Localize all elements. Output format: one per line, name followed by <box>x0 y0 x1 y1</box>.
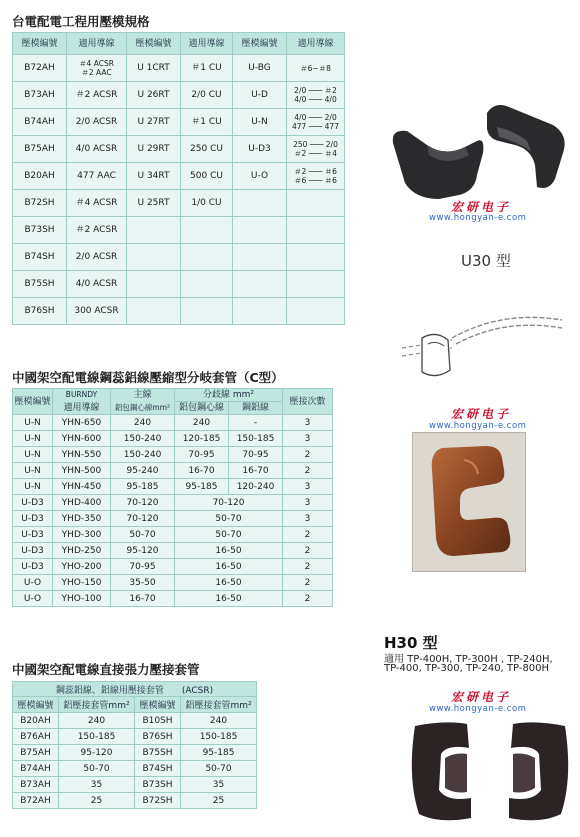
t1-cell: B72AH <box>13 55 67 82</box>
t3-cell: 35 <box>181 777 257 793</box>
t2-cell: 3 <box>283 431 333 447</box>
t2-cell: 16-50 <box>175 591 283 607</box>
t2-cell: 120-240 <box>229 479 283 495</box>
t1-cell <box>127 217 181 244</box>
t2-cell: 3 <box>283 495 333 511</box>
t2-cell: U-D3 <box>13 511 53 527</box>
t3-cell: 240 <box>181 713 257 729</box>
t3-cell: 240 <box>59 713 135 729</box>
t2-cell: YHN-500 <box>53 463 111 479</box>
t2-cell: 95-120 <box>111 543 175 559</box>
t2-cell: U-N <box>13 431 53 447</box>
t2-cell: 120-185 <box>175 431 229 447</box>
t2-cell: 3 <box>283 479 333 495</box>
t2-cell: 16-70 <box>229 463 283 479</box>
t3-cell: B74AH <box>13 761 59 777</box>
t1-cell: B75SH <box>13 271 67 298</box>
t1-cell <box>287 190 345 217</box>
t2-cell: 70-95 <box>175 447 229 463</box>
t3-cell: 95-120 <box>59 745 135 761</box>
t1-header-cell: 壓模編號 <box>13 33 67 55</box>
t1-cell <box>181 271 233 298</box>
t1-cell: U 25RT <box>127 190 181 217</box>
table-row <box>13 82 345 109</box>
t2-cell: YHN-650 <box>53 415 111 431</box>
t1-cell: U-BG <box>233 55 287 82</box>
t1-cell: ＃2 ACSR <box>67 217 127 244</box>
t1-cell: B73AH <box>13 82 67 109</box>
t1-cell: U 26RT <box>127 82 181 109</box>
t1-cell: ＃4 ACSR ＃2 AAC <box>67 55 127 82</box>
t1-cell: U-N <box>233 109 287 136</box>
table-row <box>13 109 345 136</box>
t1-cell <box>181 217 233 244</box>
t3-header-cell: 壓模編號 <box>135 697 181 713</box>
t2-cell: 2 <box>283 447 333 463</box>
t3-cell: B76SH <box>135 729 181 745</box>
table-row <box>13 713 257 729</box>
t2-cell: YHD-400 <box>53 495 111 511</box>
t2-cell: U-N <box>13 415 53 431</box>
t2-cell: 3 <box>283 415 333 431</box>
t1-header-cell: 壓模編號 <box>233 33 287 55</box>
t1-cell: 2/0 ─── ＃2 4/0 ─── 4/0 <box>287 82 345 109</box>
t2-cell: 240 <box>111 415 175 431</box>
table-row <box>13 511 333 527</box>
t1-cell: 4/0 ACSR <box>67 271 127 298</box>
t1-cell: 300 ACSR <box>67 298 127 325</box>
t2-cell: U-O <box>13 591 53 607</box>
table-row <box>13 190 345 217</box>
col-die-number: 壓模編號 <box>13 389 53 415</box>
t3-cell: B75SH <box>135 745 181 761</box>
t3-cell: B20AH <box>13 713 59 729</box>
t1-cell: 500 CU <box>181 163 233 190</box>
h30-applies-line2: TP-400, TP-300, TP-240, TP-800H <box>384 663 550 674</box>
t1-cell: U 29RT <box>127 136 181 163</box>
t1-cell: ＃2 ACSR <box>67 82 127 109</box>
t1-cell: U 1CRT <box>127 55 181 82</box>
t1-cell: 4/0 ACSR <box>67 136 127 163</box>
t2-cell: - <box>229 415 283 431</box>
t1-cell: U-O <box>233 163 287 190</box>
t1-header-cell: 壓模編號 <box>127 33 181 55</box>
t1-cell <box>233 244 287 271</box>
t1-cell <box>287 217 345 244</box>
t1-header-cell: 適用導線 <box>181 33 233 55</box>
t3-cell: B74SH <box>135 761 181 777</box>
t1-cell <box>181 244 233 271</box>
t2-cell: YHD-350 <box>53 511 111 527</box>
watermark-cn-2: 宏研电子 <box>451 407 512 421</box>
t1-cell: B74SH <box>13 244 67 271</box>
t3-cell: 50-70 <box>59 761 135 777</box>
t1-cell <box>233 217 287 244</box>
t2-cell: YHO-150 <box>53 575 111 591</box>
t1-cell <box>181 298 233 325</box>
t2-cell: YHD-250 <box>53 543 111 559</box>
table-row <box>13 793 257 809</box>
t3-cell: 50-70 <box>181 761 257 777</box>
t2-cell: 35-50 <box>111 575 175 591</box>
watermark-cn-3: 宏研电子 <box>451 690 512 704</box>
u30-die-photo <box>385 95 575 205</box>
table-row <box>13 543 333 559</box>
t1-cell: 4/0 ─── 2/0 477 ─── 477 <box>287 109 345 136</box>
section2-title: 中國架空配電線鋼蕊鋁線壓縮型分岐套管（C型） <box>12 370 284 385</box>
table-row <box>13 495 333 511</box>
col-main-line-top: 主線 <box>111 389 175 402</box>
t1-cell: 2/0 CU <box>181 82 233 109</box>
t2-cell: U-N <box>13 479 53 495</box>
t2-cell: 16-70 <box>111 591 175 607</box>
t3-header-cell: 壓模編號 <box>13 697 59 713</box>
col-press-count: 壓接次數 <box>283 389 333 415</box>
table-row <box>13 163 345 190</box>
t2-cell: 70-95 <box>229 447 283 463</box>
t3-cell: 150-185 <box>181 729 257 745</box>
t1-cell: ＃1 CU <box>181 109 233 136</box>
t2-cell: 50-70 <box>111 527 175 543</box>
t2-cell: U-O <box>13 575 53 591</box>
table-row <box>13 575 333 591</box>
t2-cell: 70-95 <box>111 559 175 575</box>
table-row <box>13 527 333 543</box>
col-burndy-top: BURNDY <box>65 390 98 400</box>
t3-cell: 25 <box>59 793 135 809</box>
t3-cell: 25 <box>181 793 257 809</box>
t2-cell: U-N <box>13 463 53 479</box>
col-branch-steel: 鋼鋁線 <box>229 402 283 415</box>
t2-cell: 150-240 <box>111 447 175 463</box>
t2-cell: 95-185 <box>111 479 175 495</box>
t3-cell: B72SH <box>135 793 181 809</box>
t3-cell: 35 <box>59 777 135 793</box>
t1-cell: 477 AAC <box>67 163 127 190</box>
t2-cell: 16-70 <box>175 463 229 479</box>
t1-cell <box>233 190 287 217</box>
t2-cell: 2 <box>283 575 333 591</box>
watermark-url-2: www.hongyan-e.com <box>429 421 527 431</box>
t3-cell: B73SH <box>135 777 181 793</box>
table-row <box>13 447 333 463</box>
tension-sleeve-table <box>12 681 257 809</box>
t1-cell: B72SH <box>13 190 67 217</box>
t2-cell: 240 <box>175 415 229 431</box>
table-row <box>13 217 345 244</box>
t3-cell: 95-185 <box>181 745 257 761</box>
t1-cell: ＃6−＃8 <box>287 55 345 82</box>
table-row <box>13 745 257 761</box>
t1-cell: B76SH <box>13 298 67 325</box>
t2-cell: 70-120 <box>175 495 283 511</box>
t1-cell: B73SH <box>13 217 67 244</box>
col-main-line: 鋁包鋼心線mm² <box>114 402 171 412</box>
t2-cell: 70-120 <box>111 511 175 527</box>
col-branch-acsr: 鋁包鋼心線 <box>175 402 229 415</box>
t2-cell: 50-70 <box>175 511 283 527</box>
t2-cell: 2 <box>283 559 333 575</box>
t1-cell <box>127 244 181 271</box>
sleeve-line-drawing <box>392 300 572 385</box>
t1-cell: U-D3 <box>233 136 287 163</box>
t1-cell: B20AH <box>13 163 67 190</box>
t1-header-cell: 適用導線 <box>67 33 127 55</box>
watermark-cn-1: 宏研电子 <box>451 200 512 214</box>
table3-group-header: 鋼蕊鋁線、鋁線用壓接套管 (ACSR) <box>13 682 257 697</box>
table-row <box>13 271 345 298</box>
t2-cell: 16-50 <box>175 559 283 575</box>
t1-cell: 250 CU <box>181 136 233 163</box>
t1-cell: U 34RT <box>127 163 181 190</box>
t2-cell: 16-50 <box>175 543 283 559</box>
table-row <box>13 55 345 82</box>
t1-cell: ＃4 ACSR <box>67 190 127 217</box>
t3-cell: B76AH <box>13 729 59 745</box>
t1-cell <box>287 271 345 298</box>
t2-cell: YHN-450 <box>53 479 111 495</box>
t3-cell: B75AH <box>13 745 59 761</box>
t1-cell: U 27RT <box>127 109 181 136</box>
t2-cell: YHO-100 <box>53 591 111 607</box>
table-row <box>13 591 333 607</box>
table-row <box>13 559 333 575</box>
t1-cell: U-D <box>233 82 287 109</box>
t2-cell: YHO-200 <box>53 559 111 575</box>
t2-cell: YHN-550 <box>53 447 111 463</box>
t1-cell <box>287 244 345 271</box>
table-row <box>13 777 257 793</box>
t2-cell: U-N <box>13 447 53 463</box>
t2-cell: YHN-600 <box>53 431 111 447</box>
t1-cell: ＃2 ─── ＃6 ＃6 ─── ＃6 <box>287 163 345 190</box>
h30-label: H30 型 <box>384 634 438 652</box>
table-row <box>13 463 333 479</box>
t2-cell: 2 <box>283 543 333 559</box>
t2-cell: 3 <box>283 511 333 527</box>
t3-header-cell: 鋁壓接套管mm² <box>181 697 257 713</box>
t1-header-cell: 適用導線 <box>287 33 345 55</box>
table-row <box>13 479 333 495</box>
t1-cell <box>233 271 287 298</box>
t1-cell: ＃1 CU <box>181 55 233 82</box>
section1-title: 台電配電工程用壓模規格 <box>12 14 150 29</box>
col-conductor: 適用導線 <box>53 402 111 415</box>
t1-cell: B74AH <box>13 109 67 136</box>
u30-label: U30 型 <box>461 252 511 270</box>
table-row <box>13 244 345 271</box>
h30-applies-line1: 適用 TP-400H, TP-300H , TP-240H, <box>384 654 553 665</box>
t1-cell: 1/0 CU <box>181 190 233 217</box>
watermark-url-1: www.hongyan-e.com <box>429 213 527 223</box>
table-row <box>13 298 345 325</box>
t1-cell <box>233 298 287 325</box>
t2-cell: U-D3 <box>13 543 53 559</box>
t3-cell: B10SH <box>135 713 181 729</box>
table-row <box>13 431 333 447</box>
h30-c-die-icon <box>420 440 520 564</box>
col-branch-top: 分歧線 mm² <box>175 389 283 402</box>
t3-header-cell: 鋁壓接套管mm² <box>59 697 135 713</box>
t2-cell: 95-240 <box>111 463 175 479</box>
t1-cell: B75AH <box>13 136 67 163</box>
watermark-url-3: www.hongyan-e.com <box>429 704 527 714</box>
t1-cell: 2/0 ACSR <box>67 244 127 271</box>
t2-cell: 50-70 <box>175 527 283 543</box>
t3-cell: 150-185 <box>59 729 135 745</box>
t2-cell: U-D3 <box>13 495 53 511</box>
t1-cell <box>127 298 181 325</box>
h30-die-halves <box>405 718 575 823</box>
t2-cell: 150-240 <box>111 431 175 447</box>
t1-cell: 2/0 ACSR <box>67 109 127 136</box>
t2-cell: 95-185 <box>175 479 229 495</box>
branch-sleeve-table <box>12 388 333 607</box>
table-row <box>13 729 257 745</box>
table-row <box>13 136 345 163</box>
t2-cell: YHD-300 <box>53 527 111 543</box>
t2-cell: 2 <box>283 463 333 479</box>
t3-cell: B73AH <box>13 777 59 793</box>
section3-title: 中國架空配電線直接張力壓接套管 <box>12 662 200 677</box>
t2-cell: U-D3 <box>13 527 53 543</box>
t2-cell: 2 <box>283 591 333 607</box>
t1-cell <box>127 271 181 298</box>
table-row <box>13 415 333 431</box>
t1-cell: 250 ─── 2/0 ＃2 ─── ＃4 <box>287 136 345 163</box>
t2-cell: 70-120 <box>111 495 175 511</box>
t2-cell: 2 <box>283 527 333 543</box>
t2-cell: U-D3 <box>13 559 53 575</box>
t1-cell <box>287 298 345 325</box>
t2-cell: 16-50 <box>175 575 283 591</box>
t3-cell: B72AH <box>13 793 59 809</box>
die-spec-table-1 <box>12 32 345 325</box>
t2-cell: 150-185 <box>229 431 283 447</box>
table-row <box>13 761 257 777</box>
